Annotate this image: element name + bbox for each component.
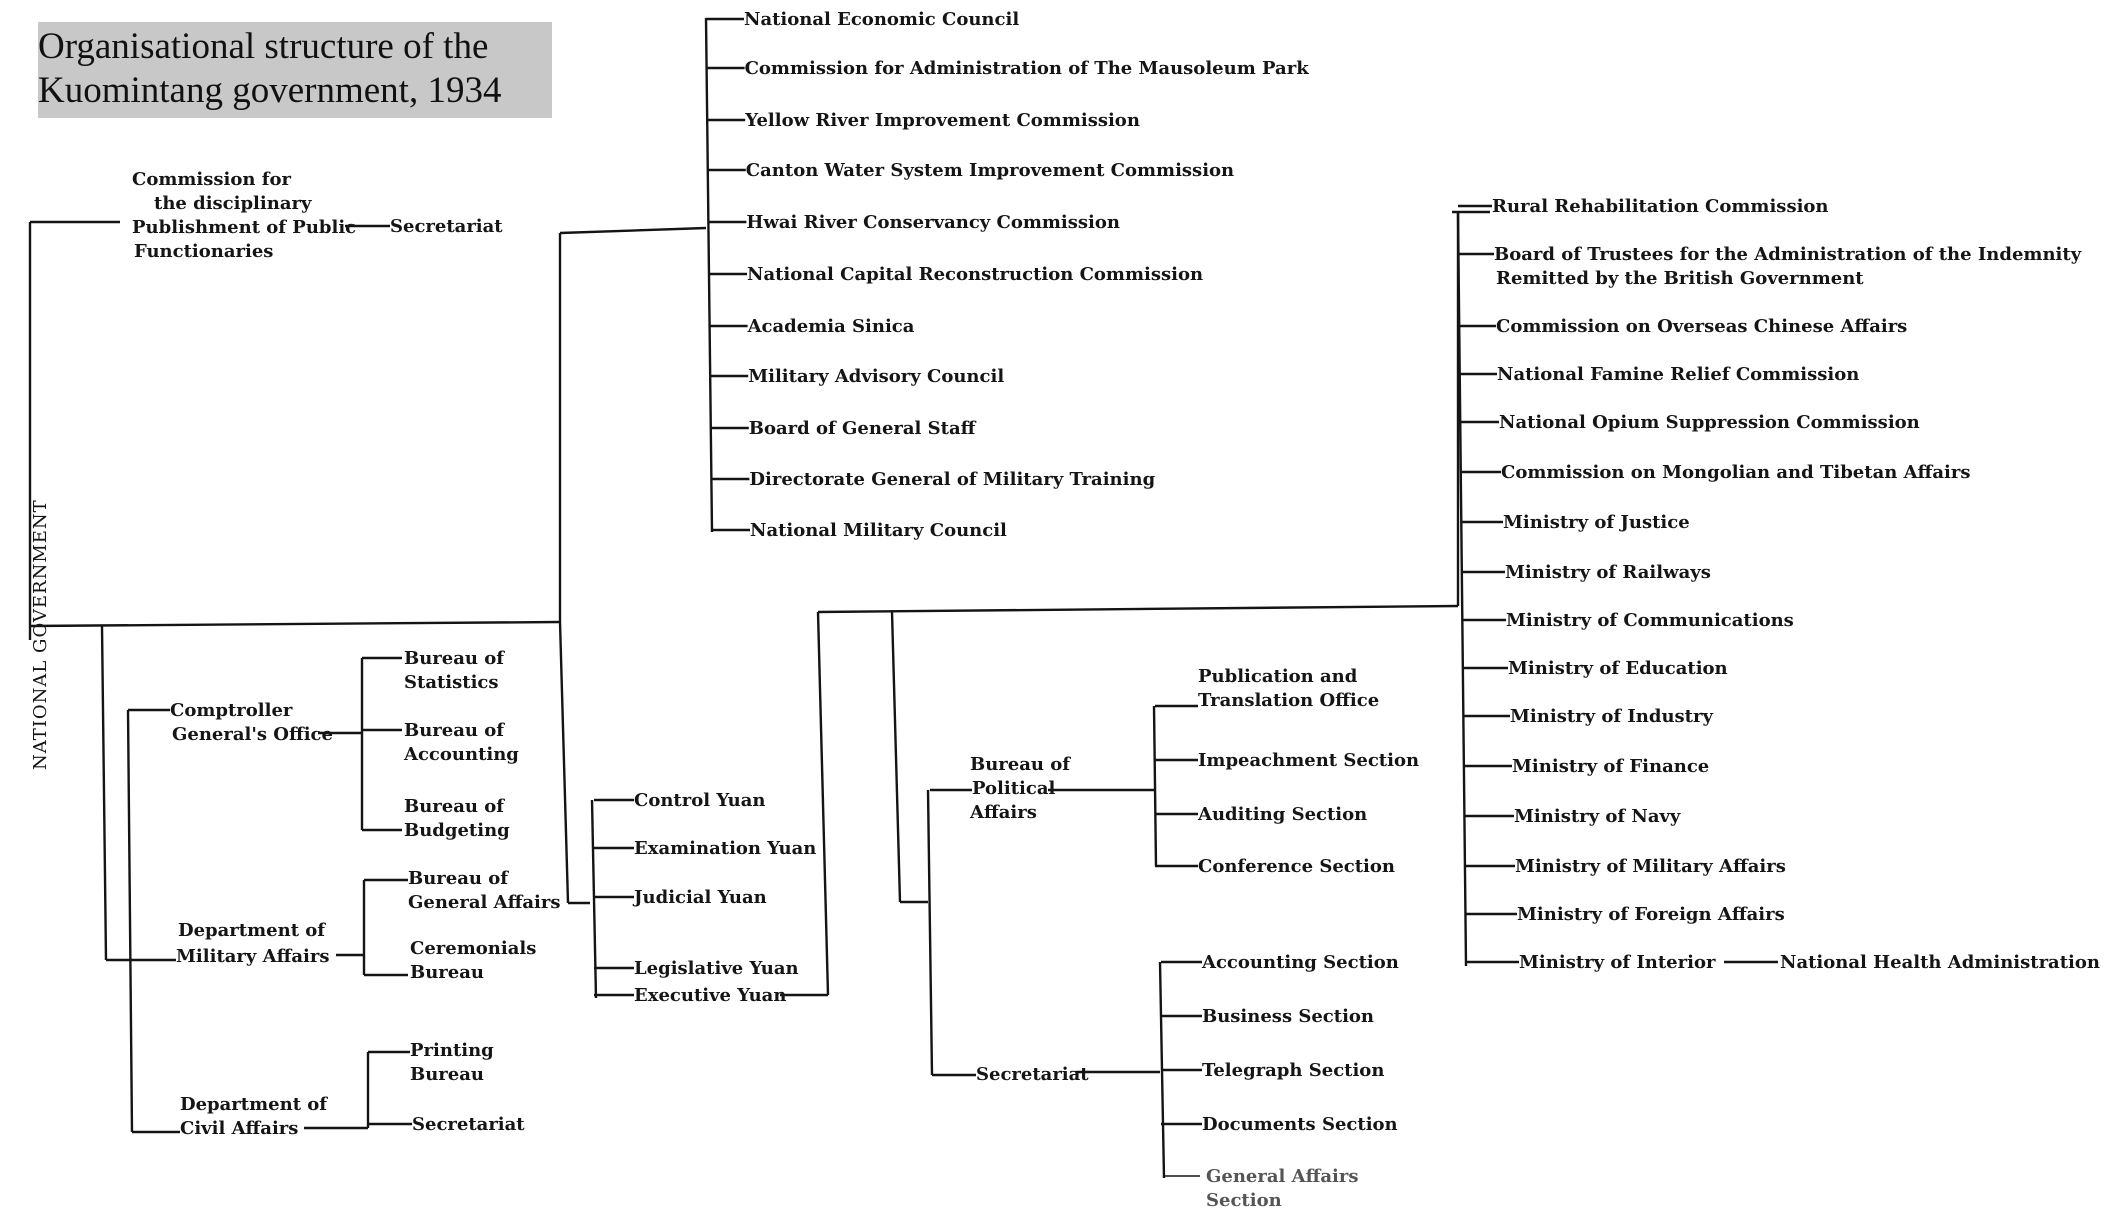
ministry-label: Rural Rehabilitation Commission: [1492, 196, 1829, 217]
council-label: Commission for Administration of The Mausoleum Park: [744, 58, 1309, 79]
ministry-label: Ministry of Industry: [1510, 706, 1713, 727]
political-section-label: Translation Office: [1198, 690, 1380, 711]
yuan-label-executive-yuan: Executive Yuan: [634, 985, 787, 1006]
trunk-down-to-yuans: [560, 622, 568, 903]
comptroller-generals-office-label: Comptroller: [170, 700, 293, 721]
executive-branch-up: [818, 612, 828, 995]
root-to-main-trunk: [30, 622, 560, 626]
yuan-label-examination-yuan: Examination Yuan: [634, 838, 817, 859]
secretariat-section-label-faded: Section: [1206, 1190, 1282, 1211]
disciplinary-commission-label: Functionaries: [134, 241, 274, 262]
civil-child-label: Printing: [410, 1040, 494, 1061]
yuan-label-control-yuan: Control Yuan: [634, 790, 766, 811]
council-label: Directorate General of Military Training: [749, 469, 1156, 490]
disciplinary-commission-label: the disciplinary: [154, 193, 312, 214]
council-label: National Capital Reconstruction Commission: [747, 264, 1204, 285]
military-child-label: Bureau of: [408, 868, 509, 889]
political-section-label: Impeachment Section: [1198, 750, 1420, 771]
secretariat-section-label: Documents Section: [1202, 1114, 1398, 1135]
ministry-label: Ministry of Military Affairs: [1515, 856, 1786, 877]
political-section-label: Conference Section: [1198, 856, 1395, 877]
comptroller-generals-office-label: General's Office: [172, 724, 333, 745]
comptroller-bureau-label: Accounting: [404, 744, 519, 765]
civil-child-label: Secretariat: [412, 1114, 525, 1135]
ministry-label: Ministry of Justice: [1503, 512, 1690, 533]
ministry-label: Ministry of Navy: [1514, 806, 1681, 827]
council-label: Military Advisory Council: [748, 366, 1005, 387]
political-section-label: Publication and: [1198, 666, 1358, 687]
comptroller-bureau-label: Statistics: [404, 672, 499, 693]
ministry-label: Ministry of Finance: [1512, 756, 1710, 777]
title-line: Organisational structure of the: [38, 26, 489, 67]
ministry-label: Ministry of Interior: [1519, 952, 1716, 973]
military-affairs-label: Military Affairs: [176, 946, 330, 967]
council-label: National Economic Council: [744, 9, 1020, 30]
secretariat-section-label: Business Section: [1202, 1006, 1375, 1027]
ministry-label: Ministry of Foreign Affairs: [1517, 904, 1785, 925]
council-label: Canton Water System Improvement Commission: [745, 160, 1235, 181]
military-child-label: General Affairs: [408, 892, 561, 913]
executive-inner-spine: [892, 612, 900, 902]
ministry-label: National Opium Suppression Commission: [1499, 412, 1920, 433]
council-label: Hwai River Conservancy Commission: [746, 212, 1120, 233]
political-secretariat-spine: [928, 790, 932, 1075]
disciplinary-commission-label: Publishment of Public: [132, 217, 357, 238]
yuan-label-legislative-yuan: Legislative Yuan: [634, 958, 799, 979]
executive-top-rail: [818, 606, 1458, 612]
ministry-label: Ministry of Education: [1508, 658, 1728, 679]
ministry-label: Ministry of Communications: [1506, 610, 1794, 631]
secretariat-section-label: Accounting Section: [1202, 952, 1399, 973]
military-child-label: Ceremonials: [410, 938, 537, 959]
military-affairs-label: Department of: [178, 920, 326, 941]
political-sections-spine: [1154, 706, 1156, 866]
disciplinary-secretariat-label: Secretariat: [390, 216, 503, 237]
comptroller-bureau-label: Bureau of: [404, 720, 505, 741]
trunk-to-councils: [560, 228, 706, 233]
executive-secretariat-label: Secretariat: [976, 1064, 1089, 1085]
civil-affairs-label: Department of: [180, 1094, 328, 1115]
ministry-label: Board of Trustees for the Administration of the Indemnity: [1494, 244, 2082, 265]
political-section-label: Auditing Section: [1198, 804, 1368, 825]
disciplinary-commission-label: Commission for: [132, 169, 291, 190]
comptroller-bureau-label: Budgeting: [404, 820, 510, 841]
comptroller-bureau-label: Bureau of: [404, 648, 505, 669]
title-line: Kuomintang government, 1934: [38, 70, 502, 111]
council-label: Board of General Staff: [748, 418, 976, 439]
military-child-label: Bureau: [410, 962, 484, 983]
ministry-label: Ministry of Railways: [1505, 562, 1711, 583]
bureau-political-affairs-label: Affairs: [970, 802, 1037, 823]
council-label: National Military Council: [750, 520, 1007, 541]
ministry-label: National Famine Relief Commission: [1497, 364, 1860, 385]
departments-spine: [128, 710, 132, 1132]
lower-left-spine: [102, 626, 106, 960]
comptroller-bureau-label: Bureau of: [404, 796, 505, 817]
root-node-national-government: NATIONAL GOVERNMENT: [30, 499, 51, 770]
council-label: Academia Sinica: [747, 316, 915, 337]
ministry-label: Remitted by the British Government: [1496, 268, 1864, 289]
ministry-label: Commission on Overseas Chinese Affairs: [1496, 316, 1908, 337]
national-health-administration-label: National Health Administration: [1780, 952, 2100, 973]
yuan-label-judicial-yuan: Judicial Yuan: [634, 887, 767, 908]
civil-affairs-label: Civil Affairs: [180, 1118, 299, 1139]
council-label: Yellow River Improvement Commission: [745, 110, 1140, 131]
connector-lines: [30, 18, 1778, 1178]
bureau-political-affairs-label: Political: [972, 778, 1056, 799]
ministry-label: Commission on Mongolian and Tibetan Affairs: [1501, 462, 1971, 483]
secretariat-section-label: Telegraph Section: [1202, 1060, 1385, 1081]
civil-child-label: Bureau: [410, 1064, 484, 1085]
bureau-political-affairs-label: Bureau of: [970, 754, 1071, 775]
secretariat-section-label-faded: General Affairs: [1206, 1166, 1359, 1187]
